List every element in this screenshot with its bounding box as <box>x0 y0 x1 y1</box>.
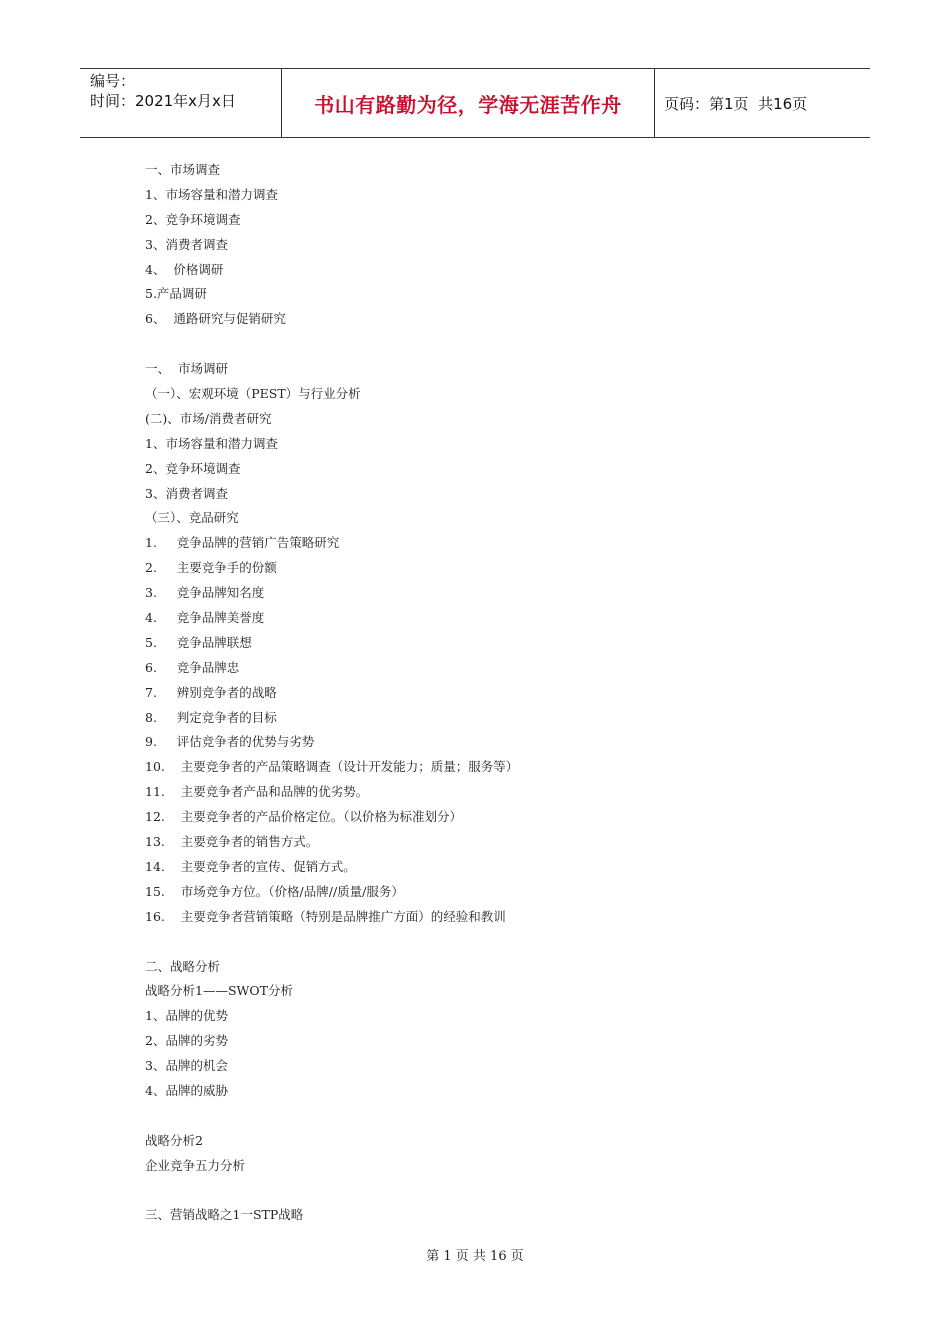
blank-line <box>145 930 845 955</box>
text-line: 3、消费者调查 <box>145 236 228 252</box>
text-line: 7. 辨别竞争者的战略 <box>145 684 277 700</box>
text-line: 二、战略分析 <box>145 958 221 974</box>
text-line: 15. 市场竞争方位。（价格/品牌//质量/服务） <box>145 883 404 899</box>
text-line: 2. 主要竞争手的份额 <box>145 560 277 576</box>
text-line: 8. 判定竞争者的目标 <box>145 709 277 725</box>
text-line: 1、品牌的优势 <box>145 1008 228 1024</box>
blank-line <box>145 332 845 357</box>
text-line: 一、市场调查 <box>145 162 221 177</box>
number-label: 编号： <box>90 72 136 90</box>
text-line: 10. 主要竞争者的产品策略调查（设计开发能力；质量；服务等） <box>145 759 519 775</box>
text-line: 5.产品调研 <box>145 286 207 302</box>
text-line: 4. 竞争品牌美誉度 <box>145 610 265 626</box>
text-line: 6. 竞争品牌忠 <box>145 659 240 675</box>
text-line: （一）、宏观环境（PEST）与行业分析 <box>145 386 361 402</box>
text-line: 三、营销战略之1一STP战略 <box>145 1207 304 1223</box>
text-line: 2、竞争环境调查 <box>145 211 241 227</box>
text-line: 战略分析1——SWOT分析 <box>145 983 293 999</box>
document-body <box>145 158 845 1228</box>
text-line: 13. 主要竞争者的销售方式。 <box>145 834 319 850</box>
text-line: 一、 市场调研 <box>145 361 228 377</box>
motto-text: 书山有路勤为径，学海无涯苦作舟 <box>314 92 622 117</box>
text-line: 14. 主要竞争者的宣传、促销方式。 <box>145 858 356 874</box>
header-info-cell <box>80 69 281 137</box>
text-line: 4、 价格调研 <box>145 261 224 277</box>
text-line: 11. 主要竞争者产品和品牌的优劣势。 <box>145 784 369 800</box>
header-page-cell <box>655 69 870 137</box>
page-label: 页码：第1页 共16页 <box>664 94 808 113</box>
time-label: 时间：2021年x月x日 <box>90 92 236 110</box>
text-line: 3、品牌的机会 <box>145 1058 228 1074</box>
page-header <box>80 68 870 138</box>
text-line: 企业竞争五力分析 <box>145 1157 246 1173</box>
text-line: 9. 评估竞争者的优势与劣势 <box>145 734 315 750</box>
text-line: 16. 主要竞争者营销策略（特别是品牌推广方面）的经验和教训 <box>145 908 506 924</box>
text-line: 12. 主要竞争者的产品价格定位。（以价格为标准划分） <box>145 809 463 825</box>
text-line: 6、 通路研究与促销研究 <box>145 311 286 327</box>
text-line: 2、品牌的劣势 <box>145 1033 228 1049</box>
blank-line <box>145 1179 845 1204</box>
text-line: 1、市场容量和潜力调查 <box>145 435 278 451</box>
text-line: 3. 竞争品牌知名度 <box>145 585 265 601</box>
text-line: 1. 竞争品牌的营销广告策略研究 <box>145 535 340 551</box>
text-line: 3、消费者调查 <box>145 485 228 501</box>
text-line: 1、市场容量和潜力调查 <box>145 186 278 202</box>
text-line: 5. 竞争品牌联想 <box>145 634 252 650</box>
text-line: 2、竞争环境调查 <box>145 460 241 476</box>
text-line: (二)、市场/消费者研究 <box>145 410 272 426</box>
blank-line <box>145 1104 845 1129</box>
text-line: （三）、竞品研究 <box>145 510 239 526</box>
text-line: 战略分析2 <box>145 1132 203 1148</box>
header-motto-cell <box>281 69 655 137</box>
footer-page-number: 第 1 页 共 16 页 <box>426 1249 524 1264</box>
text-line: 4、品牌的威胁 <box>145 1082 228 1098</box>
page-footer <box>0 1245 950 1264</box>
